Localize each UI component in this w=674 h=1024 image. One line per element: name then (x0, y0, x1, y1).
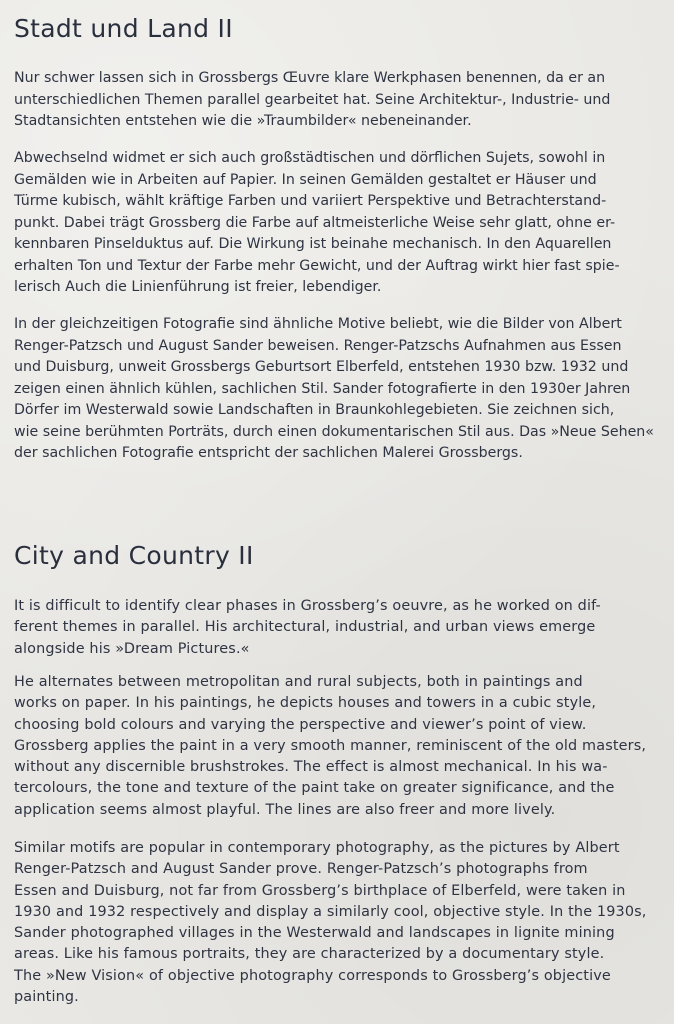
german-paragraph-2 (14, 148, 620, 299)
german-title: Stadt und Land II (14, 14, 233, 43)
text-line: Grossberg applies the paint in a very smooth manner, reminiscent of the old masters, (14, 737, 647, 754)
english-paragraph-1 (14, 596, 601, 660)
text-line: wie seine berühmten Porträts, durch einen dokumentarischen Stil aus. Das »Neue Sehen« (14, 423, 654, 440)
text-line: Türme kubisch, wählt kräftige Farben und variiert Perspektive und Betrachterstand- (14, 193, 607, 209)
text-line: Dörfer im Westerwald sowie Landschaften in Braunkohlegebieten. Sie zeichnen sich, (14, 402, 615, 418)
text-line: tercolours, the tone and texture of the paint take on greater significance, and the (14, 780, 615, 797)
english-paragraph-3 (14, 838, 647, 1008)
german-paragraph-1 (14, 68, 610, 133)
text-line: Renger-Patzsch and August Sander prove. Renger-Patzsch’s photographs from (14, 861, 588, 878)
text-line: Similar motifs are popular in contemporary photography, as the pictures by Albert (14, 840, 620, 856)
text-line: He alternates between metropolitan and rural subjects, both in paintings and (14, 674, 583, 690)
text-line: erhalten Ton und Textur der Farbe mehr Gewicht, und der Auftrag wirkt hier fast spie- (14, 257, 620, 274)
english-title: City and Country II (14, 541, 254, 570)
text-line: Sander photographed villages in the Westerwald and landscapes in lignite mining (14, 925, 615, 942)
text-line: unterschiedlichen Themen parallel gearbeitet hat. Seine Architektur-, Industrie- und (14, 91, 611, 108)
text-line: Nur schwer lassen sich in Grossbergs Œuvre klare Werkphasen benennen, da er an (14, 70, 606, 86)
text-line: It is difficult to identify clear phases in Grossberg’s oeuvre, as he worked on dif- (14, 598, 601, 614)
text-line: Essen and Duisburg, not far from Grossberg’s birthplace of Elberfeld, were taken in (14, 882, 626, 899)
text-line: choosing bold colours and varying the perspective and viewer’s point of view. (14, 716, 587, 733)
text-line: without any discernible brushstrokes. The effect is almost mechanical. In his wa- (14, 759, 608, 776)
english-paragraph-2 (14, 672, 646, 821)
text-line: zeigen einen ähnlich kühlen, sachlichen Stil. Sander fotografierte in den 1930er Jahren (14, 380, 631, 397)
text-line: 1930 and 1932 respectively and display a similarly cool, objective style. In the 1930s, (14, 903, 647, 920)
text-line: kennbaren Pinselduktus auf. Die Wirkung ist beinahe mechanisch. In den Aquarellen (14, 236, 612, 252)
text-line: und Duisburg, unweit Grossbergs Geburtsort Elberfeld, entstehen 1930 bzw. 1932 und (14, 359, 629, 375)
text-line: Renger-Patzsch und August Sander beweisen. Renger-Patzschs Aufnahmen aus Essen (14, 337, 622, 354)
text-line: Stadtansichten entstehen wie die »Traumbilder« nebeneinander. (14, 113, 472, 129)
text-line: application seems almost playful. The lines are also freer and more lively. (14, 801, 556, 818)
text-line: der sachlichen Fotografie entspricht der sachlichen Malerei Grossbergs. (14, 445, 523, 461)
text-line: Gemälden wie in Arbeiten auf Papier. In seinen Gemälden gestaltet er Häuser und (14, 171, 597, 188)
text-line: works on paper. In his paintings, he depicts houses and towers in a cubic style, (14, 695, 597, 712)
text-line: ferent themes in parallel. His architectural, industrial, and urban views emerge (14, 619, 596, 636)
text-line: painting. (14, 989, 79, 1006)
text-line: The »New Vision« of objective photography corresponds to Grossberg’s objective (14, 967, 611, 984)
text-line: lerisch Auch die Linienführung ist freier, lebendiger. (14, 279, 382, 295)
text-line: alongside his »Dream Pictures.« (14, 640, 250, 657)
text-line: punkt. Dabei trägt Grossberg die Farbe auf altmeisterliche Weise sehr glatt, ohne er- (14, 214, 616, 231)
text-line: In der gleichzeitigen Fotografie sind ähnliche Motive beliebt, wie die Bilder von Albert (14, 316, 622, 332)
german-paragraph-3 (14, 314, 654, 465)
text-line: areas. Like his famous portraits, they are characterized by a documentary style. (14, 946, 605, 963)
text-line: Abwechselnd widmet er sich auch großstädtischen und dörflichen Sujets, sowohl in (14, 150, 606, 166)
